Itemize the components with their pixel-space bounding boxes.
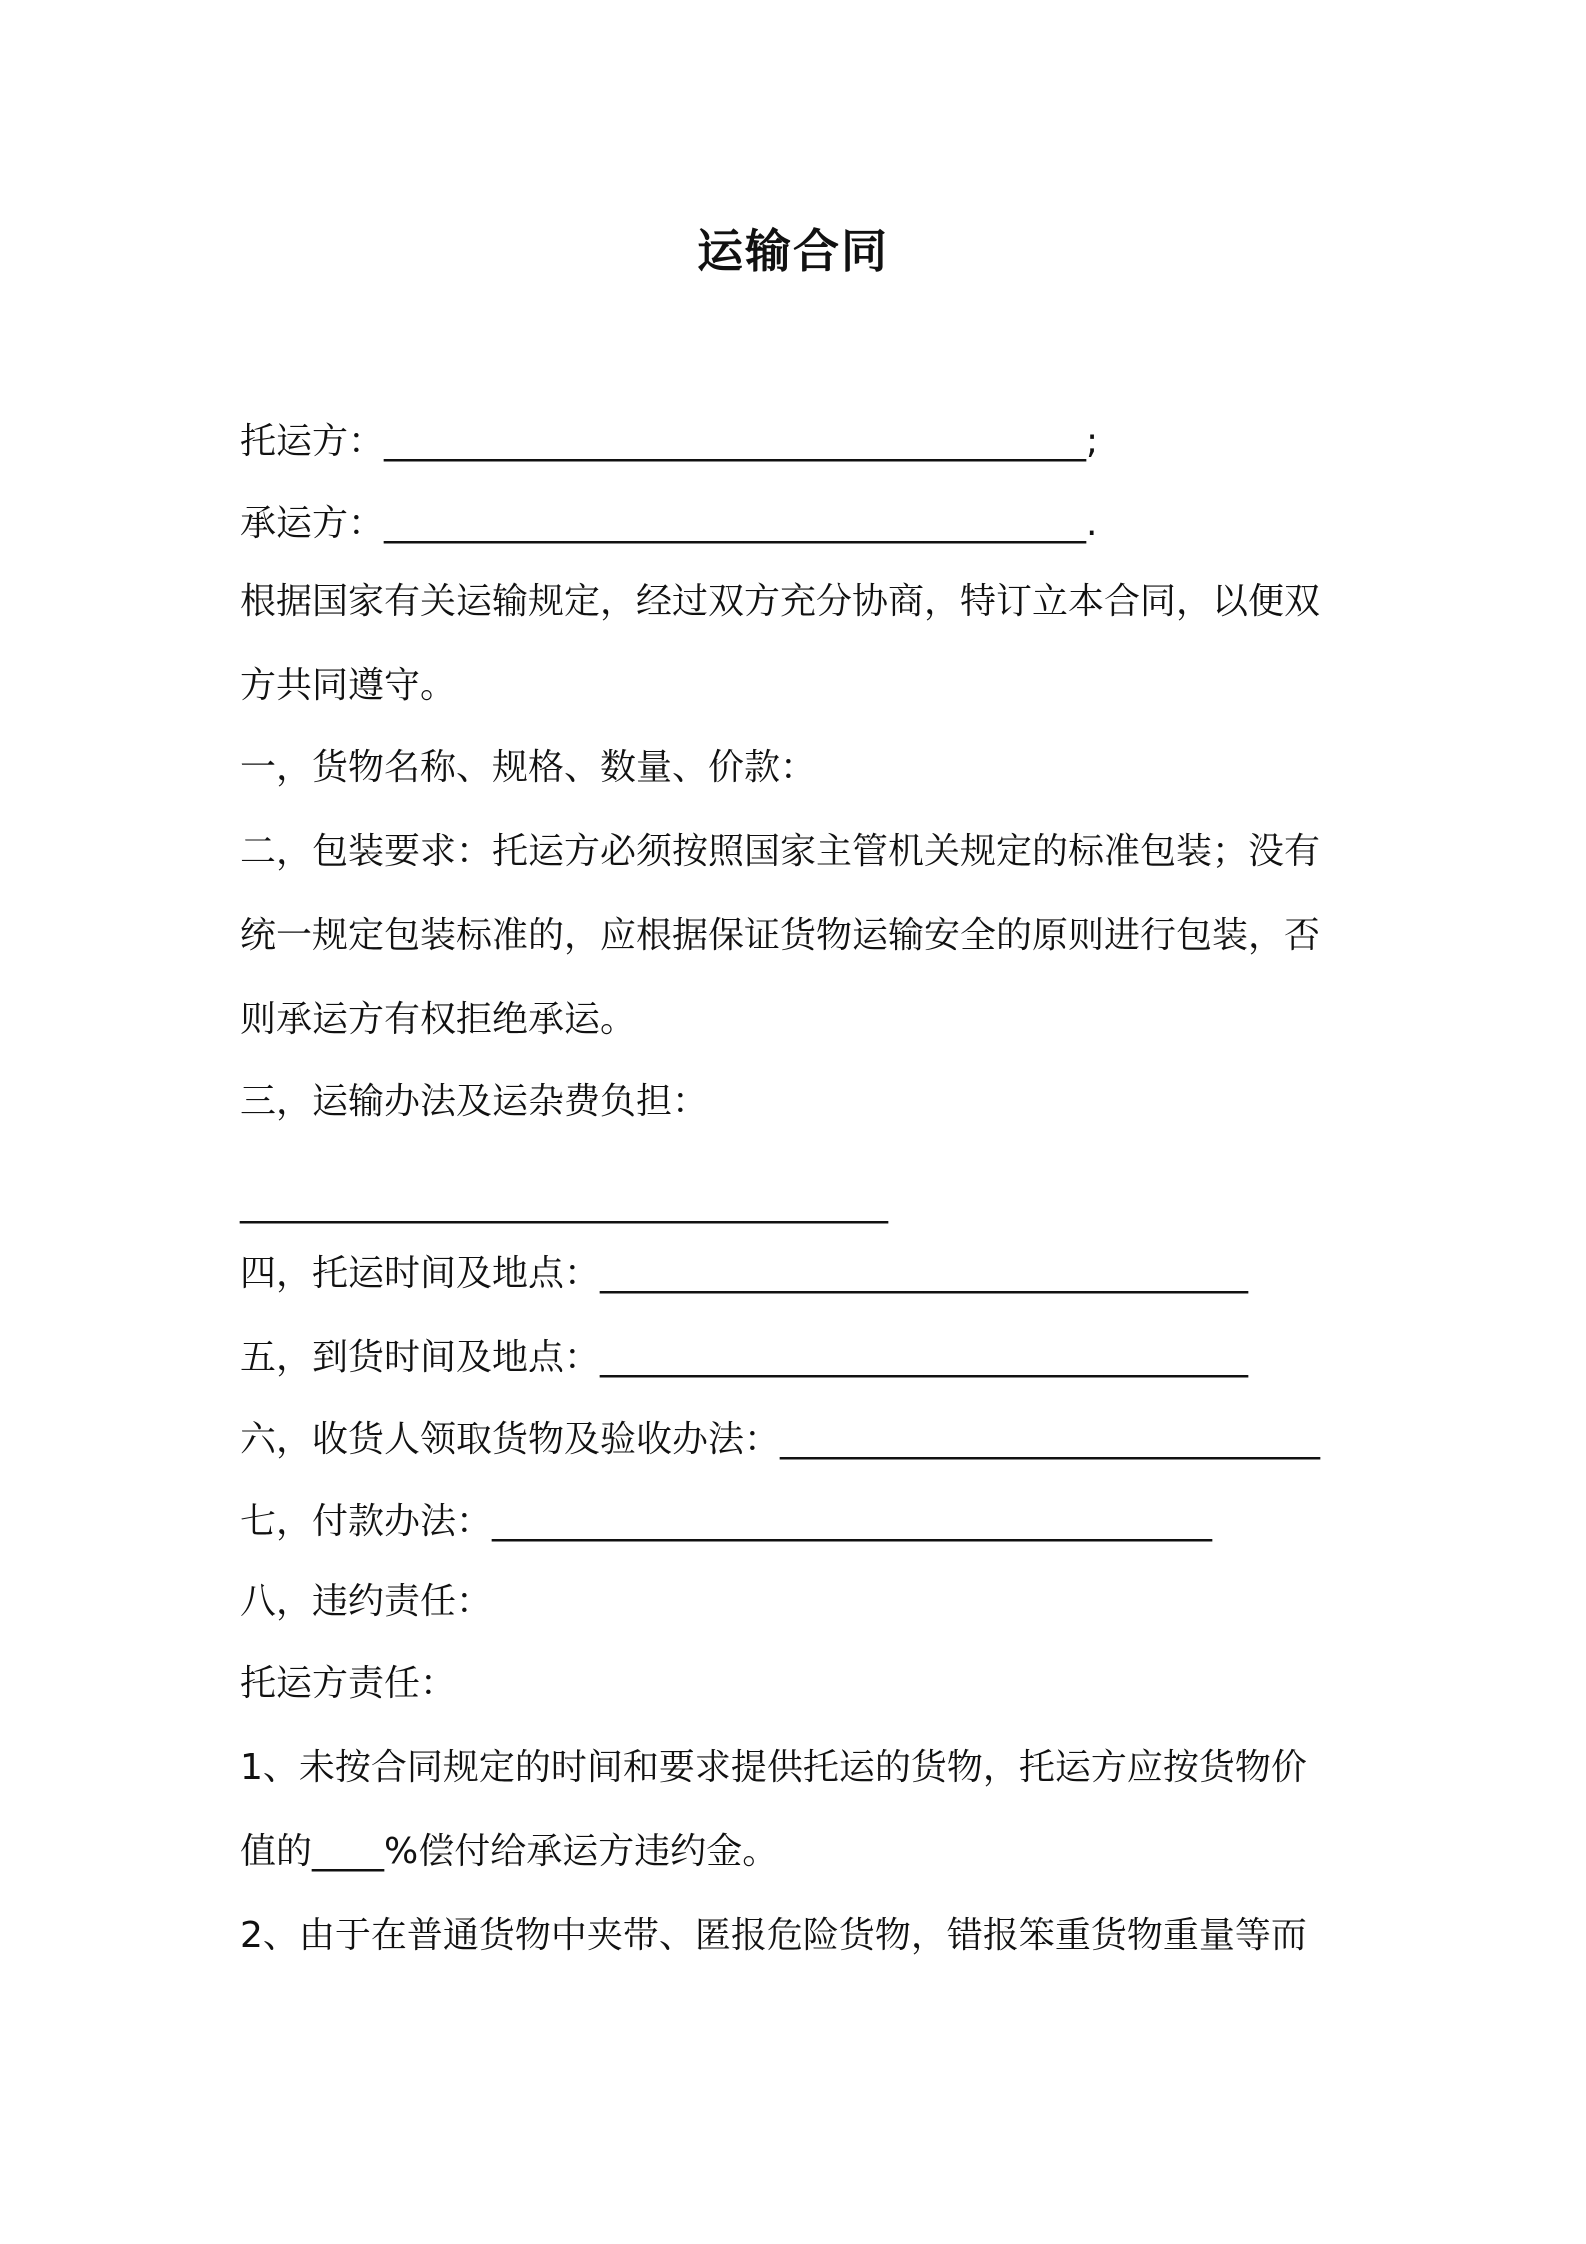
preamble-line-2: 方共同遵守。 bbox=[240, 665, 457, 706]
preamble-line-1: 根据国家有关运输规定，经过双方充分协商，特订立本合同，以便双 bbox=[240, 581, 1321, 622]
clause-5: 五，到货时间及地点：____________________________________ bbox=[240, 1337, 1249, 1378]
clause-8: 八，违约责任： bbox=[240, 1581, 493, 1622]
clause-6: 六，收货人领取货物及验收办法：______________________________ bbox=[240, 1419, 1321, 1460]
liability-item-1-line-2: 值的____%偿付给承运方违约金。 bbox=[240, 1831, 779, 1872]
clause-3: 三，运输办法及运杂费负担： bbox=[240, 1081, 709, 1122]
shipper-line: 托运方：_______________________________________; bbox=[240, 421, 1099, 462]
document-title: 运输合同 bbox=[697, 224, 889, 278]
clause-2-line-2: 统一规定包装标准的，应根据保证货物运输安全的原则进行包装，否 bbox=[240, 915, 1321, 956]
clause-2-line-3: 则承运方有权拒绝承运。 bbox=[240, 999, 637, 1040]
shipper-liability-heading: 托运方责任： bbox=[240, 1663, 457, 1704]
clause-4: 四，托运时间及地点：____________________________________ bbox=[240, 1253, 1249, 1294]
clause-1: 一，货物名称、规格、数量、价款： bbox=[240, 747, 817, 788]
carrier-line: 承运方：_______________________________________. bbox=[240, 503, 1098, 544]
liability-item-2-line-1: 2、由于在普通货物中夹带、匿报危险货物，错报笨重货物重量等而 bbox=[240, 1915, 1307, 1956]
liability-item-1-line-1: 1、未按合同规定的时间和要求提供托运的货物，托运方应按货物价 bbox=[240, 1747, 1307, 1788]
clause-2-line-1: 二，包装要求：托运方必须按照国家主管机关规定的标准包装；没有 bbox=[240, 831, 1321, 872]
clause-3-blank: ____________________________________ bbox=[240, 1183, 888, 1224]
clause-7: 七，付款办法：________________________________________ bbox=[240, 1501, 1213, 1542]
